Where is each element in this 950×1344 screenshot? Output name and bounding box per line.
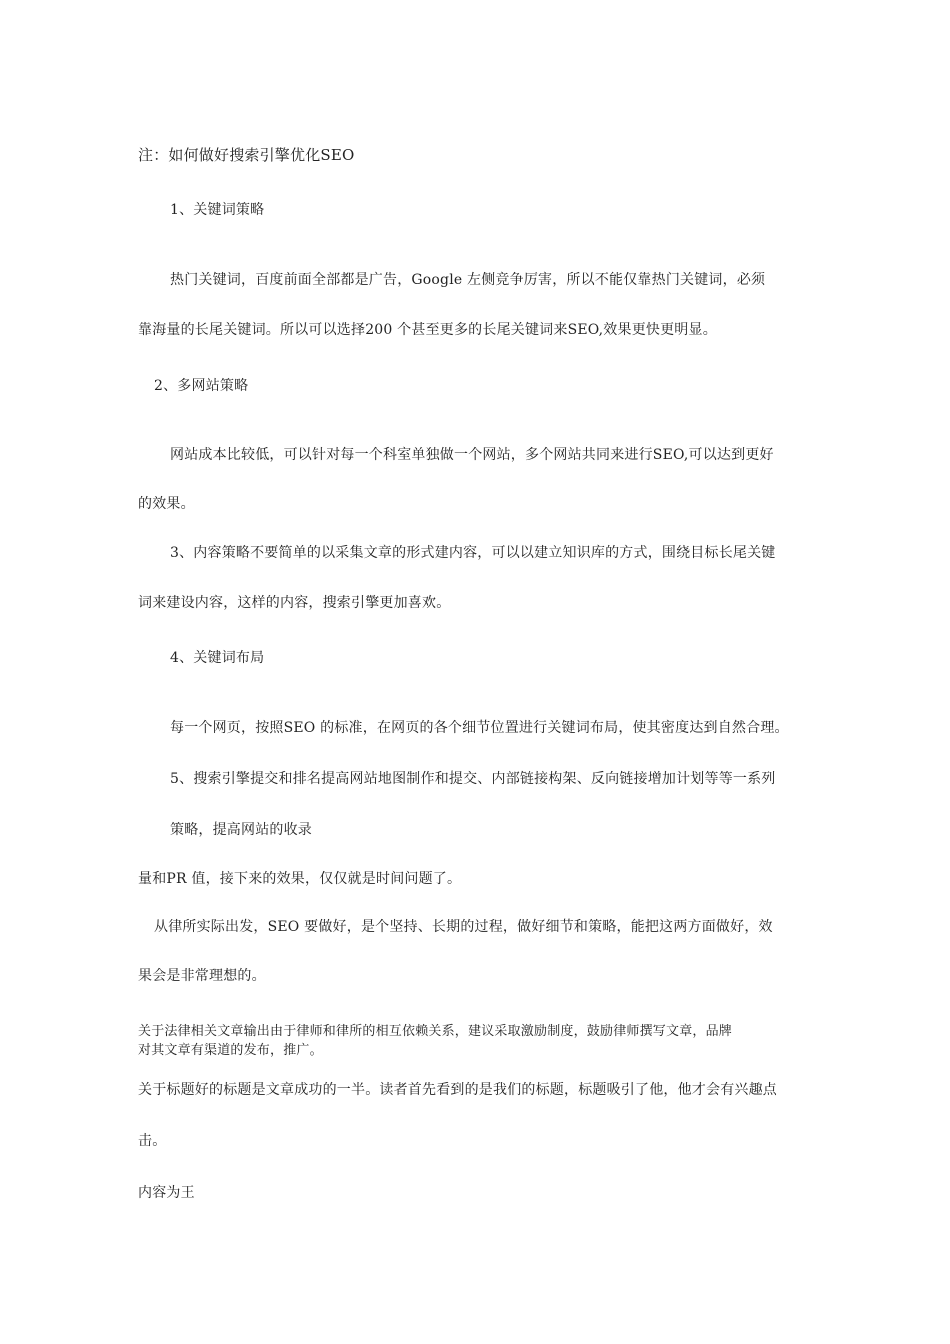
paragraph-line: 词来建设内容，这样的内容，搜索引擎更加喜欢。 (138, 595, 451, 611)
section-heading-keyword-strategy: 1、关键词策略 (170, 202, 265, 218)
paragraph-line: 热门关键词，百度前面全部都是广告，Google 左侧竞争厉害，所以不能仅靠热门关键词，必须 (170, 272, 766, 288)
section-search-submission: 5、搜索引擎提交和排名提高网站地图制作和提交、内部链接构架、反向链接增加计划等等一系列 (170, 771, 776, 787)
section-heading-keyword-layout: 4、关键词布局 (170, 650, 265, 666)
paragraph-line: 靠海量的长尾关键词。所以可以选择200 个甚至更多的长尾关键词来SEO,效果更快更明显。 (138, 322, 717, 338)
paragraph-line: 对其文章有渠道的发布，推广。 (138, 1043, 323, 1058)
paragraph-line: 关于标题好的标题是文章成功的一半。读者首先看到的是我们的标题，标题吸引了他，他才会有兴趣点 (138, 1082, 777, 1098)
section-content-strategy: 3、内容策略不要简单的以采集文章的形式建内容，可以以建立知识库的方式，围绕目标长尾关键 (170, 545, 776, 561)
paragraph-line: 的效果。 (138, 496, 195, 512)
paragraph-line: 每一个网页，按照SEO 的标准，在网页的各个细节位置进行关键词布局，使其密度达到自然合理。 (170, 720, 789, 736)
paragraph-line: 击。 (138, 1133, 167, 1149)
section-heading-multi-site-strategy: 2、多网站策略 (154, 378, 249, 394)
paragraph-line: 关于法律相关文章输出由于律师和律所的相互依赖关系，建议采取激励制度，鼓励律师撰写文章，品牌 (138, 1024, 733, 1039)
paragraph-line: 内容为王 (138, 1185, 195, 1201)
paragraph-line: 从律所实际出发，SEO 要做好，是个坚持、长期的过程，做好细节和策略，能把这两方面做好，效 (154, 919, 773, 935)
paragraph-line: 量和PR 值，接下来的效果，仅仅就是时间问题了。 (138, 871, 462, 887)
paragraph-line: 网站成本比较低，可以针对每一个科室单独做一个网站，多个网站共同来进行SEO,可以达到更好 (170, 447, 774, 463)
paragraph-line: 策略，提高网站的收录 (170, 822, 312, 838)
document-title: 注：如何做好搜索引擎优化SEO (138, 146, 355, 164)
paragraph-line: 果会是非常理想的。 (138, 968, 266, 984)
